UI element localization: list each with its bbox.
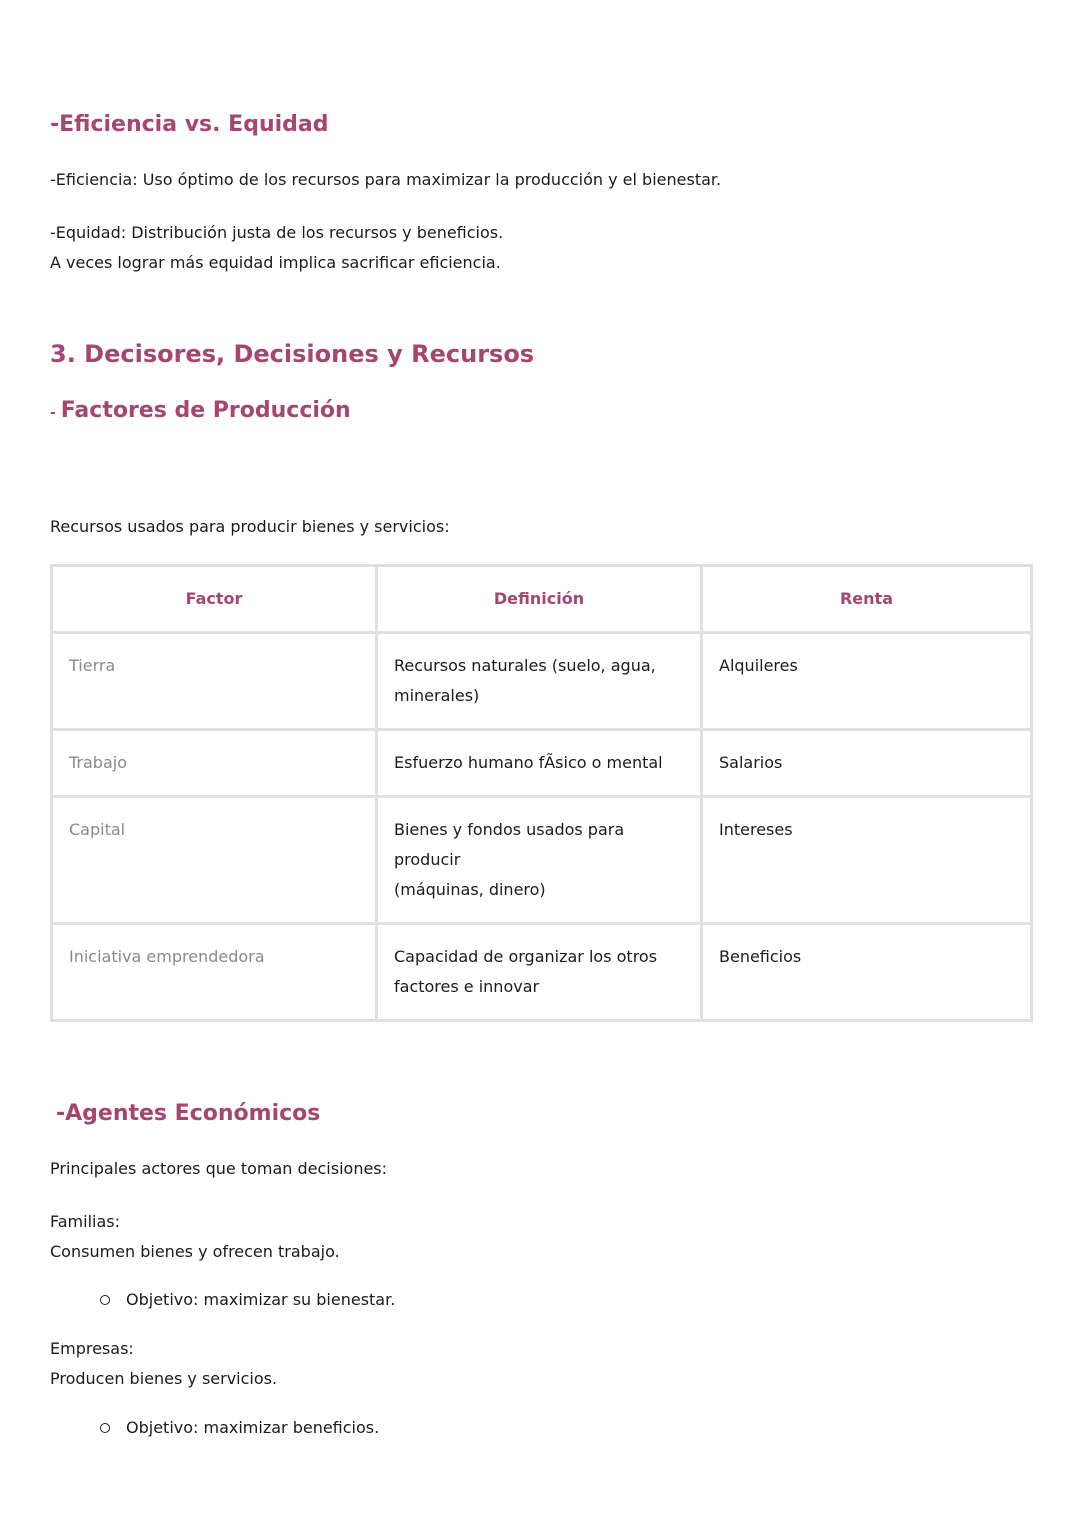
column-header-definicion: Definición [377, 566, 702, 633]
familias-title: Familias: [50, 1212, 120, 1231]
definition-cell [377, 633, 702, 730]
empresas-description: Producen bienes y servicios. [50, 1369, 278, 1388]
factor-cell: Tierra [52, 633, 377, 730]
factor-cell: Capital [52, 797, 377, 924]
definition-cell [377, 730, 702, 797]
income-cell: Alquileres [702, 633, 1032, 730]
equidad-tradeoff-note: A veces lograr más equidad implica sacrificar eficiencia. [50, 253, 501, 272]
table-row [52, 797, 1032, 924]
subheading-factores-produccion [50, 398, 351, 423]
table-row [52, 633, 1032, 730]
eficiencia-definition: -Eficiencia: Uso óptimo de los recursos para maximizar la producción y el bienestar. [50, 170, 722, 189]
income-cell: Intereses [702, 797, 1032, 924]
subheading-dash: - [50, 405, 61, 421]
heading-decisores-decisiones-recursos: 3. Decisores, Decisiones y Recursos [50, 340, 535, 368]
factor-cell: Iniciativa emprendedora [52, 924, 377, 1021]
empresas-title: Empresas: [50, 1339, 134, 1358]
definition-line: Esfuerzo humano fÃsico o mental [394, 753, 663, 772]
heading-eficiencia-vs-equidad: -Eficiencia vs. Equidad [50, 112, 329, 137]
empresas-goal-text: Objetivo: maximizar beneficios. [126, 1418, 380, 1437]
definition-cell [377, 924, 702, 1021]
agentes-intro: Principales actores que toman decisiones: [50, 1159, 388, 1178]
empresas-goal-item [100, 1413, 379, 1443]
factor-cell: Trabajo [52, 730, 377, 797]
factors-table [50, 564, 1033, 1022]
factores-intro: Recursos usados para producir bienes y servicios: [50, 517, 450, 536]
definition-line: factores e innovar [394, 977, 540, 996]
familias-description: Consumen bienes y ofrecen trabajo. [50, 1242, 340, 1261]
definition-line: minerales) [394, 686, 480, 705]
familias-goal-item [100, 1285, 395, 1315]
equidad-definition: -Equidad: Distribución justa de los recursos y beneficios. [50, 223, 504, 242]
column-header-renta: Renta [702, 566, 1032, 633]
income-cell: Beneficios [702, 924, 1032, 1021]
definition-line: Capacidad de organizar los otros [394, 947, 658, 966]
definition-line: Recursos naturales (suelo, agua, [394, 656, 656, 675]
familias-goal-text: Objetivo: maximizar su bienestar. [126, 1290, 396, 1309]
table-row [52, 730, 1032, 797]
income-cell: Salarios [702, 730, 1032, 797]
table-row [52, 924, 1032, 1021]
circle-bullet-icon [100, 1423, 110, 1433]
subheading-text: Factores de Producción [60, 398, 351, 423]
column-header-factor: Factor [52, 566, 377, 633]
circle-bullet-icon [100, 1295, 110, 1305]
definition-line: Bienes y fondos usados para producir [394, 820, 625, 869]
table-header-row [52, 566, 1032, 633]
definition-cell [377, 797, 702, 924]
definition-line: (máquinas, dinero) [394, 880, 546, 899]
heading-agentes-economicos: -Agentes Económicos [56, 1101, 321, 1126]
